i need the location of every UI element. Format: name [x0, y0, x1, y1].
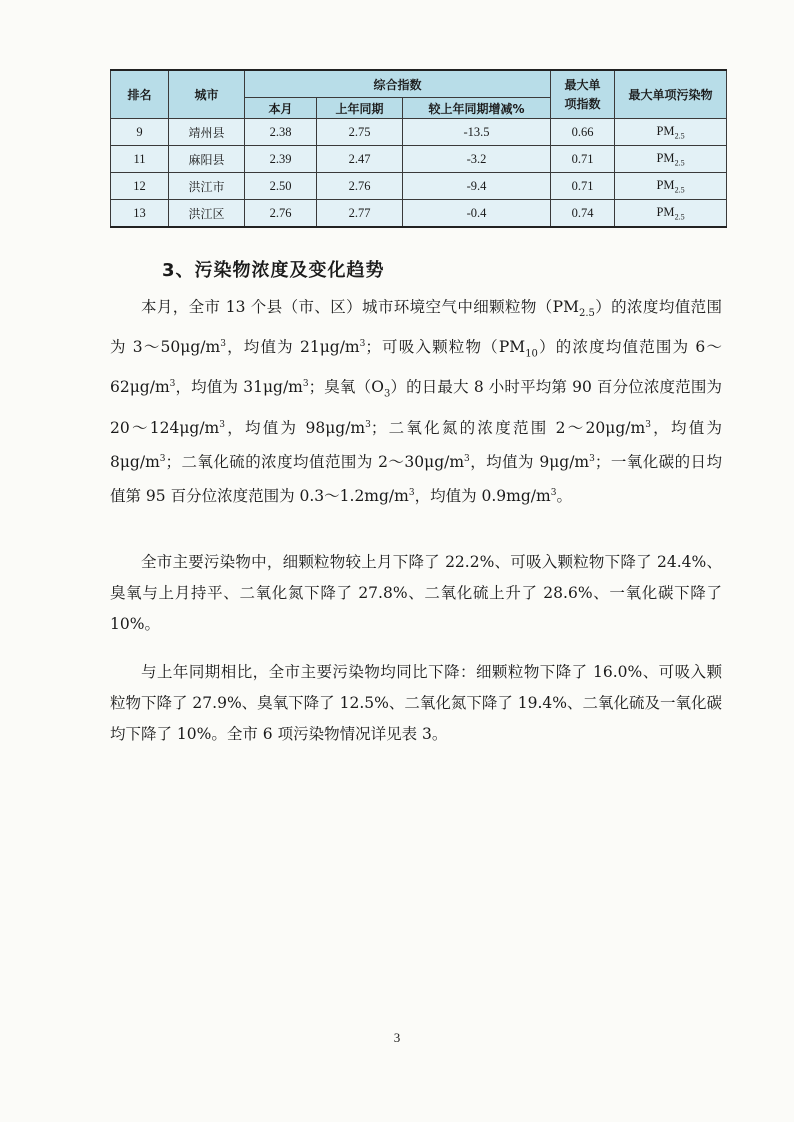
pollutant-base: PM [656, 204, 675, 219]
cell-city: 靖州县 [169, 119, 245, 146]
cell-city: 洪江市 [169, 173, 245, 200]
cell-rank: 11 [111, 146, 169, 173]
section-title: 3、污染物浓度及变化趋势 [162, 260, 385, 281]
air-quality-ranking-table [110, 69, 727, 228]
cell-last-year: 2.76 [317, 173, 403, 200]
cell-max-index: 0.71 [551, 146, 615, 173]
cell-this-month: 2.38 [245, 119, 317, 146]
cell-last-year: 2.77 [317, 200, 403, 228]
cell-change: -3.2 [403, 146, 551, 173]
header-city: 城市 [169, 70, 245, 119]
pollutant-base: PM [656, 177, 675, 192]
pollutant-sub: 2.5 [674, 185, 685, 195]
header-max-single-index: 最大单项指数 [551, 70, 615, 119]
header-change-vs-last-year: 较上年同期增减% [403, 98, 551, 119]
cell-city: 麻阳县 [169, 146, 245, 173]
cell-this-month: 2.50 [245, 173, 317, 200]
cell-change: -13.5 [403, 119, 551, 146]
table-row [111, 173, 727, 200]
cell-max-index: 0.71 [551, 173, 615, 200]
cell-this-month: 2.76 [245, 200, 317, 228]
cell-pollutant [615, 200, 727, 228]
cell-last-year: 2.47 [317, 146, 403, 173]
cell-pollutant [615, 173, 727, 200]
cell-change: -9.4 [403, 173, 551, 200]
cell-rank: 9 [111, 119, 169, 146]
cell-change: -0.4 [403, 200, 551, 228]
table-row [111, 119, 727, 146]
page-number: 3 [393, 1030, 401, 1045]
cell-max-index: 0.66 [551, 119, 615, 146]
table-row [111, 146, 727, 173]
paragraph-monthly-change: 全市主要污染物中，细颗粒物较上月下降了 22.2%、可吸入颗粒物下降了 24.4%、臭氧与上月持平、二氧化氮下降了 27.8%、二氧化硫上升了 28.6%、一氧化碳下降了 10%。 [110, 553, 722, 633]
paragraph-concentration: 本月，全市 13 个县（市、区）城市环境空气中细颗粒物$(PM_{2.5})$的浓度均值范围为 $3\sim 50\mu g/m^3$，均值为 $21\mu g/m^3$；可吸入颗粒物$(PM_{10})$的浓度均值范围为 $6\sim 62\mu g/m^3$，均值为 $31\mu g/m^3$；臭氧$(O_3)$的日最大 8 小时平均第 90 百分位浓度范围为 $20\sim 124\mu g/m^3$，均值为 $98\mu g/m^3$；二氧化氮的浓度范围 $2\sim 20\mu g/m^3$，均值为 $8\mu g/m^3$；二氧化硫的浓度均值范围为 $2\sim 30\mu g/m^3$，均值为 $9\mu g/m^3$；一氧化碳的日均值第 95 百分位浓度范围为 $0.3\sim 1.2mg/m^3$，均值为 $0.9mg/m^3$。 [110, 298, 722, 506]
header-composite-index: 综合指数 [245, 70, 551, 98]
header-rank: 排名 [111, 70, 169, 119]
header-same-period-last-year: 上年同期 [317, 98, 403, 119]
pollutant-base: PM [656, 123, 675, 138]
cell-rank: 13 [111, 200, 169, 228]
table-row [111, 200, 727, 228]
cell-last-year: 2.75 [317, 119, 403, 146]
cell-city: 洪江区 [169, 200, 245, 228]
cell-pollutant [615, 146, 727, 173]
header-this-month: 本月 [245, 98, 317, 119]
pollutant-sub: 2.5 [674, 212, 685, 222]
pollutant-sub: 2.5 [674, 131, 685, 141]
paragraph-yearly-change: 与上年同期相比，全市主要污染物均同比下降：细颗粒物下降了 16.0%、可吸入颗粒物下降了 27.9%、臭氧下降了 12.5%、二氧化氮下降了 19.4%、二氧化硫及一氧化碳均下降了 10%。全市 6 项污染物情况详见表 3。 [110, 663, 723, 743]
cell-rank: 12 [111, 173, 169, 200]
cell-pollutant [615, 119, 727, 146]
pollutant-sub: 2.5 [674, 158, 685, 168]
cell-this-month: 2.39 [245, 146, 317, 173]
header-max-single-pollutant: 最大单项污染物 [615, 70, 727, 119]
pollutant-base: PM [656, 150, 675, 165]
cell-max-index: 0.74 [551, 200, 615, 228]
